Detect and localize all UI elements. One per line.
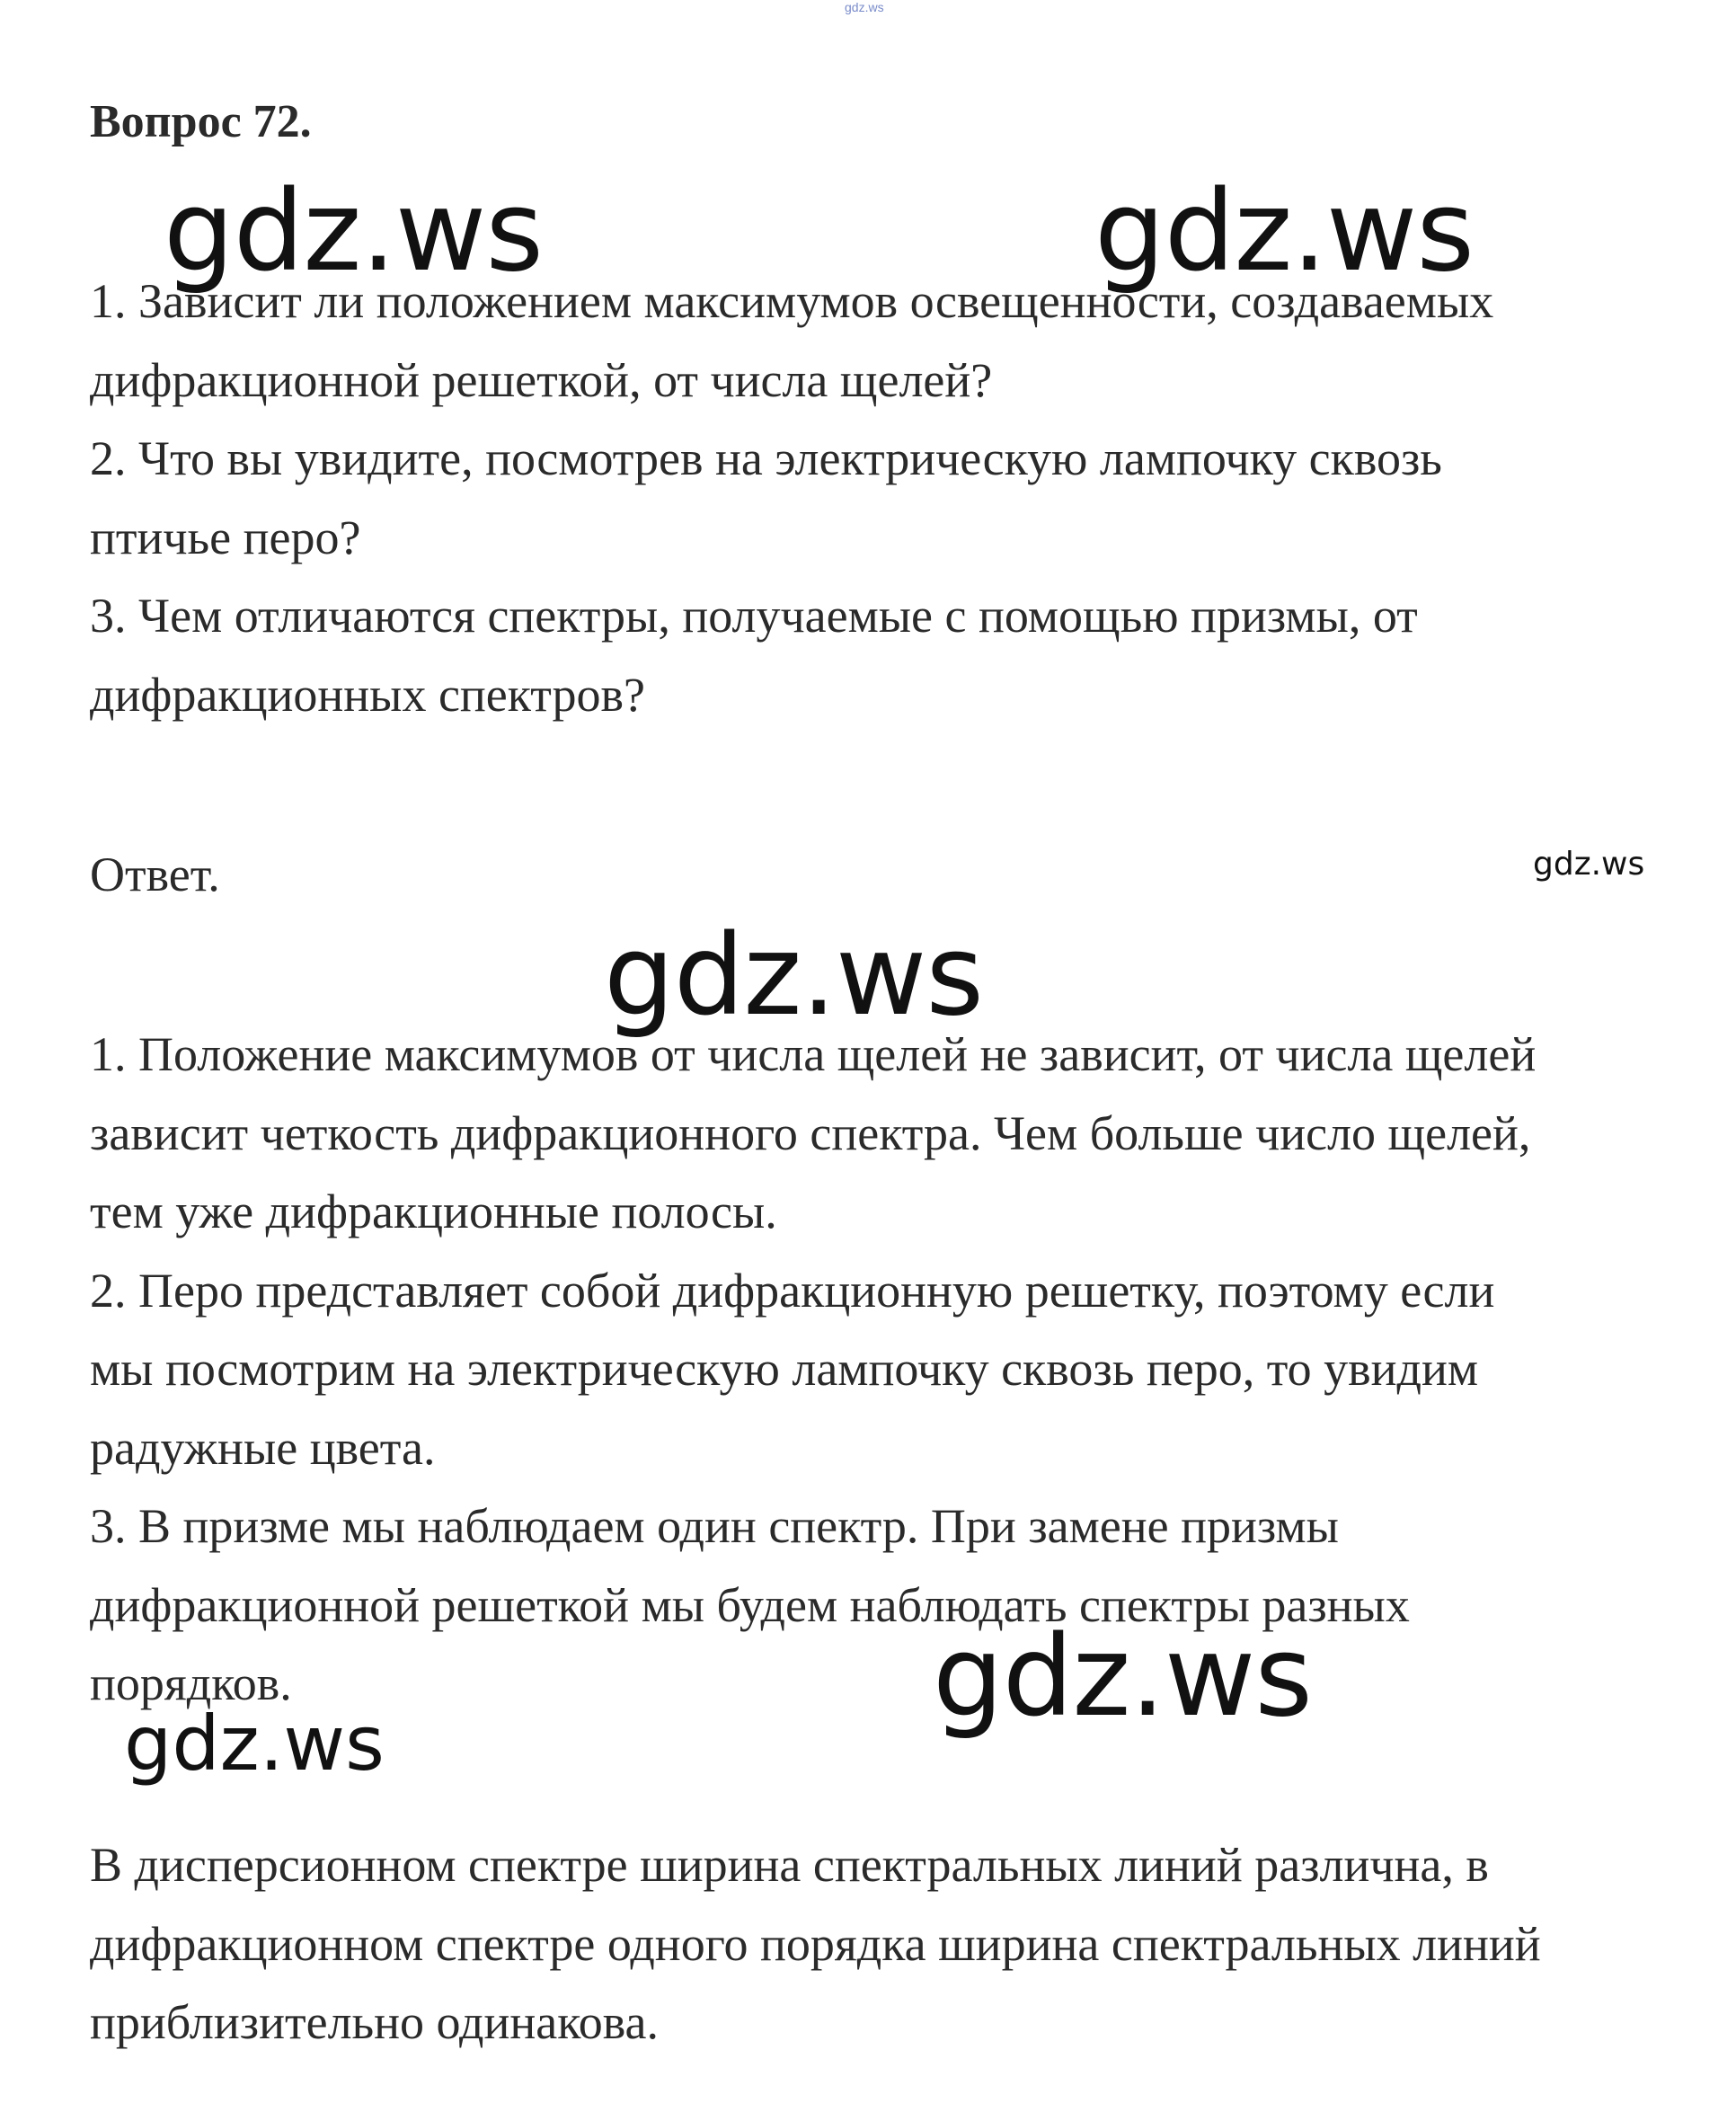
watermark: gdz.ws: [604, 911, 983, 1041]
conclusion-line: дифракционном спектре одного порядка ширина спектральных линий: [90, 1916, 1541, 1971]
answer-line: порядков.: [90, 1656, 292, 1710]
watermark: gdz.ws: [124, 1699, 385, 1788]
watermark: gdz.ws: [1533, 846, 1645, 883]
answer-line: 1. Положение максимумов от числа щелей не зависит, от числа щелей: [90, 1027, 1537, 1081]
question-line: 1. Зависит ли положением максимумов освещенности, создаваемых: [90, 274, 1494, 328]
answer-line: дифракционной решеткой мы будем наблюдать спектры разных: [90, 1577, 1410, 1632]
answer-line: 3. В призме мы наблюдаем один спектр. При замене призмы: [90, 1499, 1339, 1553]
watermark: gdz.ws: [164, 167, 543, 297]
question-line: 2. Что вы увидите, посмотрев на электрическую лампочку сквозь: [90, 431, 1442, 485]
question-line: 3. Чем отличаются спектры, получаемые с помощью призмы, от: [90, 589, 1418, 643]
top-watermark: gdz.ws: [845, 0, 884, 14]
answer-line: 2. Перо представляет собой дифракционную решетку, поэтому если: [90, 1263, 1495, 1318]
watermark: gdz.ws: [933, 1612, 1312, 1742]
answer-text: [90, 1016, 1671, 1724]
answer-line: радужные цвета.: [90, 1420, 436, 1475]
question-line: дифракционных спектров?: [90, 667, 646, 722]
answer-line: зависит четкость дифракционного спектра. Чем больше число щелей,: [90, 1105, 1531, 1160]
question-line: дифракционной решеткой, от числа щелей?: [90, 352, 993, 407]
question-title: Вопрос 72.: [90, 96, 312, 147]
answer-label: Ответ.: [90, 848, 220, 901]
watermark: gdz.ws: [1094, 167, 1474, 297]
answer-line: мы посмотрим на электрическую лампочку сквозь перо, то увидим: [90, 1342, 1479, 1396]
question-line: птичье перо?: [90, 510, 361, 564]
answer-conclusion: [90, 1826, 1671, 2063]
conclusion-line: приблизительно одинакова.: [90, 1995, 659, 2049]
answer-line: тем уже дифракционные полосы.: [90, 1185, 777, 1238]
question-text: [90, 262, 1671, 734]
conclusion-line: В дисперсионном спектре ширина спектральных линий различна, в: [90, 1838, 1489, 1892]
